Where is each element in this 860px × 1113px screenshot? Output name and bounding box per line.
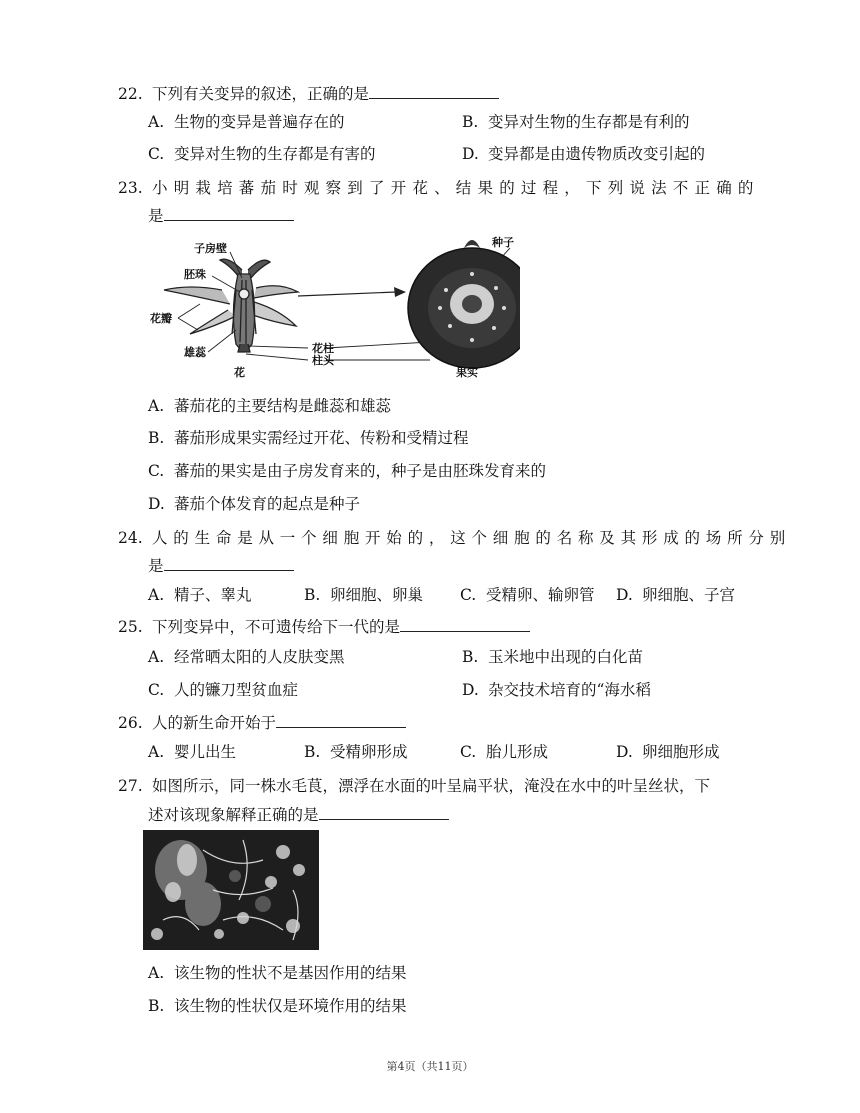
question-number: 25.	[118, 618, 143, 636]
option-text: 卵细胞、卵巢	[330, 586, 424, 604]
option-letter: D.	[462, 681, 479, 699]
option-c	[460, 585, 595, 605]
option-letter: C.	[460, 743, 477, 761]
option-b	[304, 742, 408, 762]
option-a	[148, 963, 407, 983]
option-d	[148, 494, 360, 514]
option-text: 变异都是由遗传物质改变引起的	[488, 145, 706, 163]
option-letter: C.	[148, 462, 165, 480]
option-text: 生物的变异是普遍存在的	[174, 113, 345, 131]
option-letter: A.	[148, 113, 165, 131]
option-letter: B.	[148, 429, 165, 447]
option-text: 精子、睾丸	[174, 586, 252, 604]
option-d	[616, 742, 720, 762]
arrow-icon	[298, 287, 406, 297]
option-letter: A.	[148, 964, 165, 982]
option-a	[148, 742, 236, 762]
question-text: 如图所示，同一株水毛茛，漂浮在水面的叶呈扁平状，淹没在水中的叶呈丝状，下	[152, 777, 711, 795]
option-text: 卵细胞、子宫	[642, 586, 736, 604]
question-text: 人的生命是从一个细胞开始的，这个细胞的名称及其形成的场所分别	[152, 529, 792, 547]
label-seed: 种子	[492, 236, 514, 249]
question-text: 下列变异中，不可遗传给下一代的是	[152, 618, 401, 636]
option-text: 杂交技术培育的“海水稻	[488, 681, 651, 699]
question-23-stem-cont	[148, 206, 294, 226]
option-d	[462, 144, 705, 164]
question-text: 是	[148, 557, 164, 575]
question-number: 23.	[118, 179, 143, 197]
answer-blank[interactable]	[369, 84, 499, 99]
tomato-flower-fruit-figure	[150, 230, 520, 378]
option-text: 蕃茄花的主要结构是雌蕊和雄蕊	[174, 397, 392, 415]
question-24-stem-cont	[148, 556, 294, 576]
option-text: 该生物的性状不是基因作用的结果	[174, 964, 407, 982]
option-letter: C.	[148, 681, 165, 699]
option-d	[616, 585, 735, 605]
option-letter: A.	[148, 586, 165, 604]
label-flower: 花	[234, 366, 245, 378]
answer-blank[interactable]	[276, 713, 406, 728]
option-b	[462, 112, 690, 132]
option-b	[148, 428, 469, 448]
option-text: 蕃茄个体发育的起点是种子	[174, 495, 361, 513]
option-text: 经常晒太阳的人皮肤变黑	[174, 648, 345, 666]
option-letter: B.	[148, 997, 165, 1015]
option-letter: B.	[462, 113, 479, 131]
question-27-stem-cont	[148, 805, 449, 825]
option-letter: A.	[148, 397, 165, 415]
option-a	[148, 647, 345, 667]
option-letter: B.	[304, 586, 321, 604]
question-24-stem	[118, 528, 791, 548]
water-buttercup-photo	[143, 830, 319, 950]
question-number: 22.	[118, 85, 143, 103]
option-text: 变异对生物的生存都是有利的	[488, 113, 690, 131]
label-stigma: 柱头	[312, 354, 334, 367]
option-text: 婴儿出生	[174, 743, 237, 761]
question-23-stem	[118, 178, 760, 198]
question-number: 27.	[118, 777, 143, 795]
answer-blank[interactable]	[400, 617, 530, 632]
option-letter: D.	[616, 586, 633, 604]
option-text: 受精卵、输卵管	[486, 586, 595, 604]
option-b	[304, 585, 423, 605]
option-text: 蕃茄形成果实需经过开花、传粉和受精过程	[174, 429, 469, 447]
answer-blank[interactable]	[319, 805, 449, 820]
question-text: 小明栽培蕃茄时观察到了开花、结果的过程，下列说法不正确的	[152, 179, 760, 197]
option-c	[460, 742, 548, 762]
option-letter: C.	[148, 145, 165, 163]
option-letter: A.	[148, 648, 165, 666]
label-stamen: 雄蕊	[184, 346, 206, 359]
option-b	[462, 647, 643, 667]
question-text: 人的新生命开始于	[152, 714, 277, 732]
question-text: 下列有关变异的叙述，正确的是	[152, 85, 370, 103]
option-text: 卵细胞形成	[642, 743, 720, 761]
label-style: 花柱	[312, 342, 334, 355]
label-ovary-wall: 子房壁	[194, 242, 227, 255]
answer-blank[interactable]	[164, 206, 294, 221]
question-text: 是	[148, 207, 164, 225]
question-27-stem	[118, 776, 710, 796]
option-letter: C.	[460, 586, 477, 604]
question-number: 26.	[118, 714, 143, 732]
option-text: 变异对生物的生存都是有害的	[174, 145, 376, 163]
option-text: 受精卵形成	[330, 743, 408, 761]
question-number: 24.	[118, 529, 143, 547]
option-letter: D.	[462, 145, 479, 163]
question-26-stem	[118, 713, 406, 733]
label-ovule: 胚珠	[184, 268, 206, 281]
option-letter: A.	[148, 743, 165, 761]
option-c	[148, 461, 546, 481]
option-letter: B.	[304, 743, 321, 761]
option-letter: D.	[148, 495, 165, 513]
option-text: 胎儿形成	[486, 743, 549, 761]
option-letter: B.	[462, 648, 479, 666]
option-letter: D.	[616, 743, 633, 761]
option-text: 玉米地中出现的白化苗	[488, 648, 644, 666]
question-22-stem	[118, 84, 499, 104]
question-25-stem	[118, 617, 530, 637]
option-b	[148, 996, 407, 1016]
tomato-fruit-drawing	[408, 240, 520, 368]
option-text: 该生物的性状仅是环境作用的结果	[174, 997, 407, 1015]
page-footer: 第4页（共11页）	[386, 1060, 474, 1073]
option-c	[148, 144, 376, 164]
option-text: 人的镰刀型贫血症	[174, 681, 299, 699]
option-c	[148, 680, 298, 700]
label-fruit: 果实	[456, 366, 478, 378]
label-petal: 花瓣	[150, 312, 172, 325]
answer-blank[interactable]	[164, 556, 294, 571]
option-a	[148, 112, 345, 132]
option-text: 蕃茄的果实是由子房发育来的，种子是由胚珠发育来的	[174, 462, 547, 480]
option-d	[462, 680, 651, 700]
option-a	[148, 585, 252, 605]
question-text: 述对该现象解释正确的是	[148, 806, 319, 824]
option-a	[148, 396, 391, 416]
